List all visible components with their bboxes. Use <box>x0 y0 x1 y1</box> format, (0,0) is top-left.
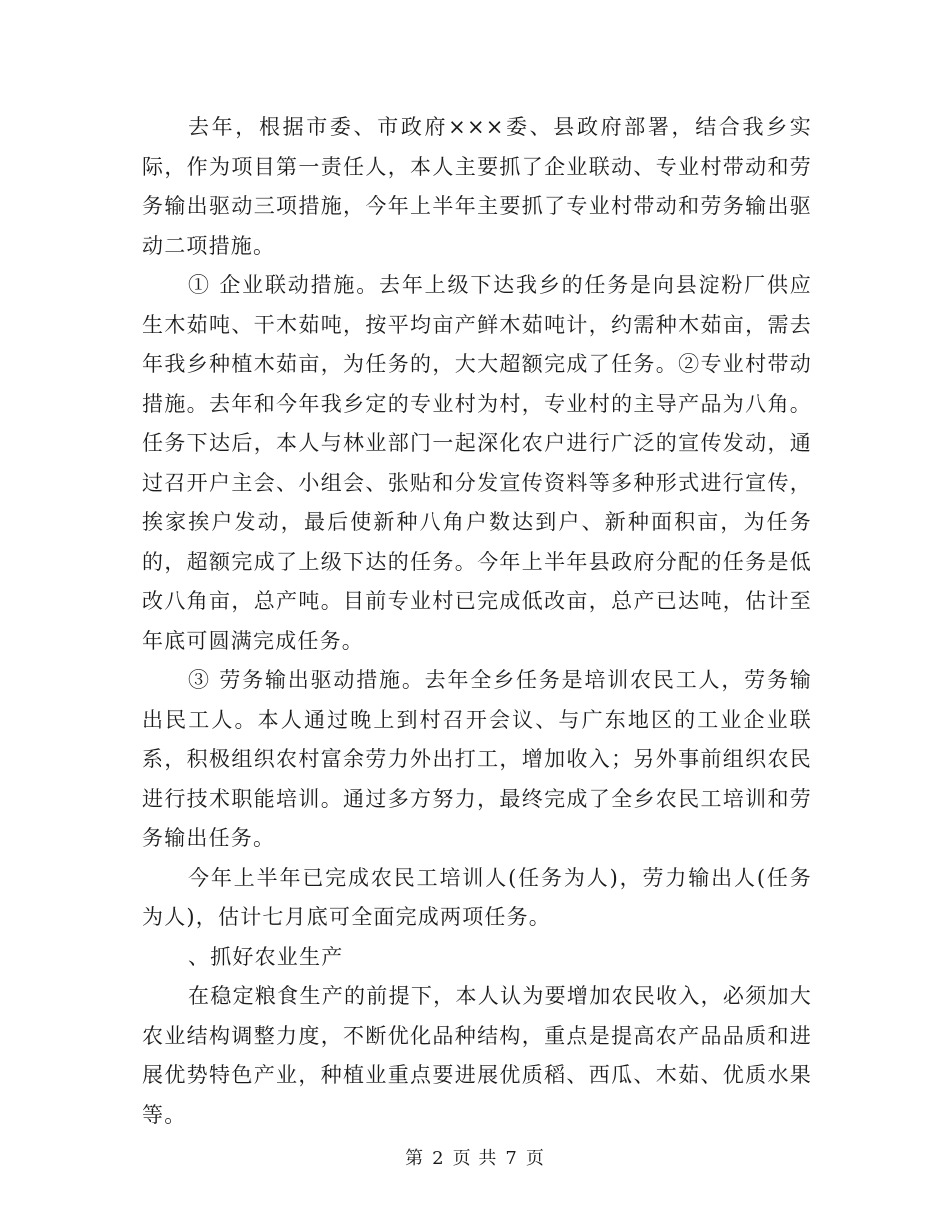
paragraph-measure-3: ③ 劳务输出驱动措施。去年全乡任务是培训农民工人，劳务输出民工人。本人通过晚上到村召开会议、与广东地区的工业企业联系，积极组织农村富余劳力外出打工，增加收入；另外事前组织农民进行技术职能培训。通过多方努力，最终完成了全乡农民工培训和劳务输出任务。 <box>142 668 812 850</box>
footer-prefix: 第 <box>405 1148 425 1169</box>
page-footer <box>0 1144 950 1170</box>
paragraph-half-year: 今年上半年已完成农民工培训人(任务为人)，劳力输出人(任务为人)，估计七月底可全面完成两项任务。 <box>142 865 812 929</box>
document-body <box>142 108 812 1135</box>
footer-page-number: 2 <box>432 1148 445 1169</box>
footer-middle: 页 共 <box>452 1148 498 1169</box>
footer-total-pages: 7 <box>505 1148 518 1169</box>
paragraph-intro: 去年，根据市委、市政府×××委、县政府部署，结合我乡实际，作为项目第一责任人，本人主要抓了企业联动、专业村带动和劳务输出驱动三项措施，今年上半年主要抓了专业村带动和劳务输出驱动二项措施。 <box>142 115 812 258</box>
section-heading: 、抓好农业生产 <box>188 944 344 969</box>
paragraph-agriculture: 在稳定粮食生产的前提下，本人认为要增加农民收入，必须加大农业结构调整力度，不断优化品种结构，重点是提高农产品品质和进展优势特色产业，种植业重点要进展优质稻、西瓜、木茹、优质水果等。 <box>142 984 812 1127</box>
paragraph-measures-1-2: ① 企业联动措施。去年上级下达我乡的任务是向县淀粉厂供应生木茹吨、干木茹吨，按平均亩产鲜木茹吨计，约需种木茹亩，需去年我乡种植木茹亩，为任务的，大大超额完成了任务。②专业村带动措施。去年和今年我乡定的专业村为村，专业村的主导产品为八角。任务下达后，本人与林业部门一起深化农户进行广泛的宣传发动，通过召开户主会、小组会、张贴和分发宣传资料等多种形式进行宣传，挨家挨户发动，最后使新种八角户数达到户、新种面积亩，为任务的，超额完成了上级下达的任务。今年上半年县政府分配的任务是低改八角亩，总产吨。目前专业村已完成低改亩，总产已达吨，估计至年底可圆满完成任务。 <box>142 273 812 653</box>
footer-suffix: 页 <box>525 1148 545 1169</box>
